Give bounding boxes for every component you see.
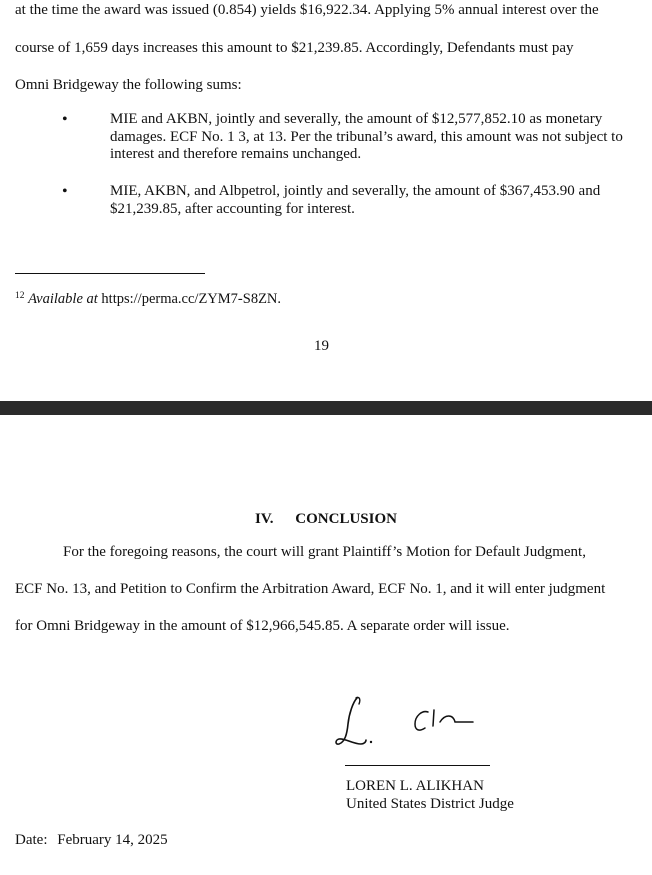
signature-graphic xyxy=(333,690,483,760)
section-numeral: IV. xyxy=(255,511,274,527)
conclusion-line: For the foregoing reasons, the court will grant Plaintiff’s Motion for Default Judgment, xyxy=(63,544,586,560)
bullet-marker: • xyxy=(62,183,68,200)
date-label: Date: xyxy=(15,832,48,848)
judge-name: LOREN L. ALIKHAN xyxy=(346,778,484,794)
footnote-separator xyxy=(15,273,205,274)
bullet-item-monetary-damages: MIE and AKBN, jointly and severally, the amount of $12,577,852.10 as monetary damages. ECF No. 1 3, at 13. Per the tribunal’s award, this amount was not subject to interest and therefore remains unchanged. xyxy=(110,111,623,162)
conclusion-line: for Omni Bridgeway in the amount of $12,966,545.85. A separate order will issue. xyxy=(15,618,510,634)
signature-line xyxy=(345,765,490,766)
page-19-fragment xyxy=(0,0,652,401)
date-value: February 14, 2025 xyxy=(57,832,168,848)
footnote-12 xyxy=(15,291,281,308)
conclusion-line: ECF No. 13, and Petition to Confirm the Arbitration Award, ECF No. 1, and it will enter judgment xyxy=(15,581,606,597)
section-title: CONCLUSION xyxy=(295,511,397,527)
footnote-italic-text: Available at xyxy=(28,291,98,307)
paragraph-line: course of 1,659 days increases this amount to $21,239.85. Accordingly, Defendants must pay xyxy=(15,40,574,56)
page-divider xyxy=(0,401,652,415)
paragraph-line: Omni Bridgeway the following sums: xyxy=(15,77,242,93)
page-20-fragment xyxy=(0,415,652,875)
section-heading xyxy=(0,511,652,528)
footnote-number: 12 xyxy=(15,291,25,301)
judge-title: United States District Judge xyxy=(346,796,514,812)
date-line xyxy=(15,832,168,849)
page-number: 19 xyxy=(314,338,329,354)
footnote-url[interactable]: https://perma.cc/ZYM7-S8ZN. xyxy=(101,291,282,307)
bullet-item-interest-amount: MIE, AKBN, and Albpetrol, jointly and severally, the amount of $367,453.90 and $21,239.85, after accounting for interest. xyxy=(110,183,601,217)
paragraph-line: at the time the award was issued (0.854) yields $16,922.34. Applying 5% annual interest over the xyxy=(15,2,599,18)
bullet-marker: • xyxy=(62,111,68,128)
